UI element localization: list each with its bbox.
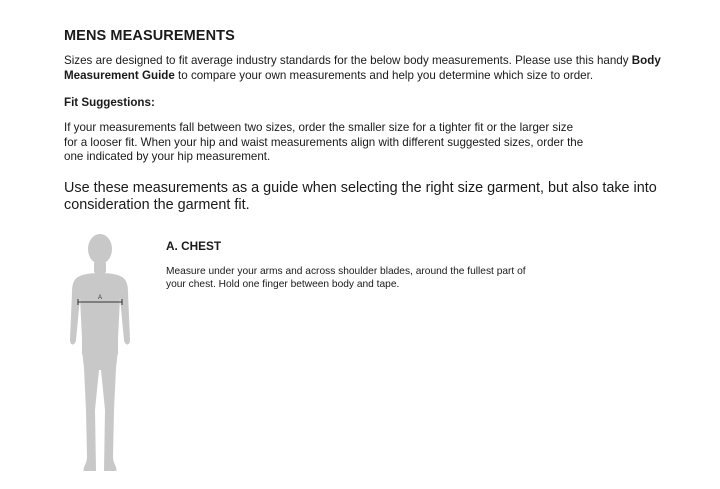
fit-suggestions-title: Fit Suggestions: xyxy=(64,96,155,109)
body-silhouette xyxy=(70,234,130,471)
marker-label: A xyxy=(97,295,103,301)
measurement-page xyxy=(64,28,684,214)
body-figure-illustration xyxy=(58,232,148,477)
chest-section xyxy=(166,239,546,291)
intro-text-end: to compare your own measurements and help you determine which size to order. xyxy=(174,68,594,82)
fit-suggestions-body: If your measurements fall between two sizes, order the smaller size for a tighter fit or the larger size for a looser fit. When your hip and waist measurements align with different suggested sizes, order the one indicated by your hip measurement. xyxy=(64,121,584,163)
intro-text-start: Sizes are designed to fit average industry standards for the below body measurements. Please use this handy xyxy=(64,54,632,67)
guide-note: Use these measurements as a guide when selecting the right size garment, but also take into consideration the garment fit. xyxy=(64,179,657,213)
page-title: MENS MEASUREMENTS xyxy=(64,28,235,44)
chest-instructions: Measure under your arms and across shoulder blades, around the fullest part of your chest. Hold one finger between body and tape. xyxy=(166,266,526,290)
intro-paragraph xyxy=(64,54,664,83)
chest-title: A. CHEST xyxy=(166,239,222,253)
body-measurement-guide-label: Body Measurement Guide xyxy=(64,54,661,82)
